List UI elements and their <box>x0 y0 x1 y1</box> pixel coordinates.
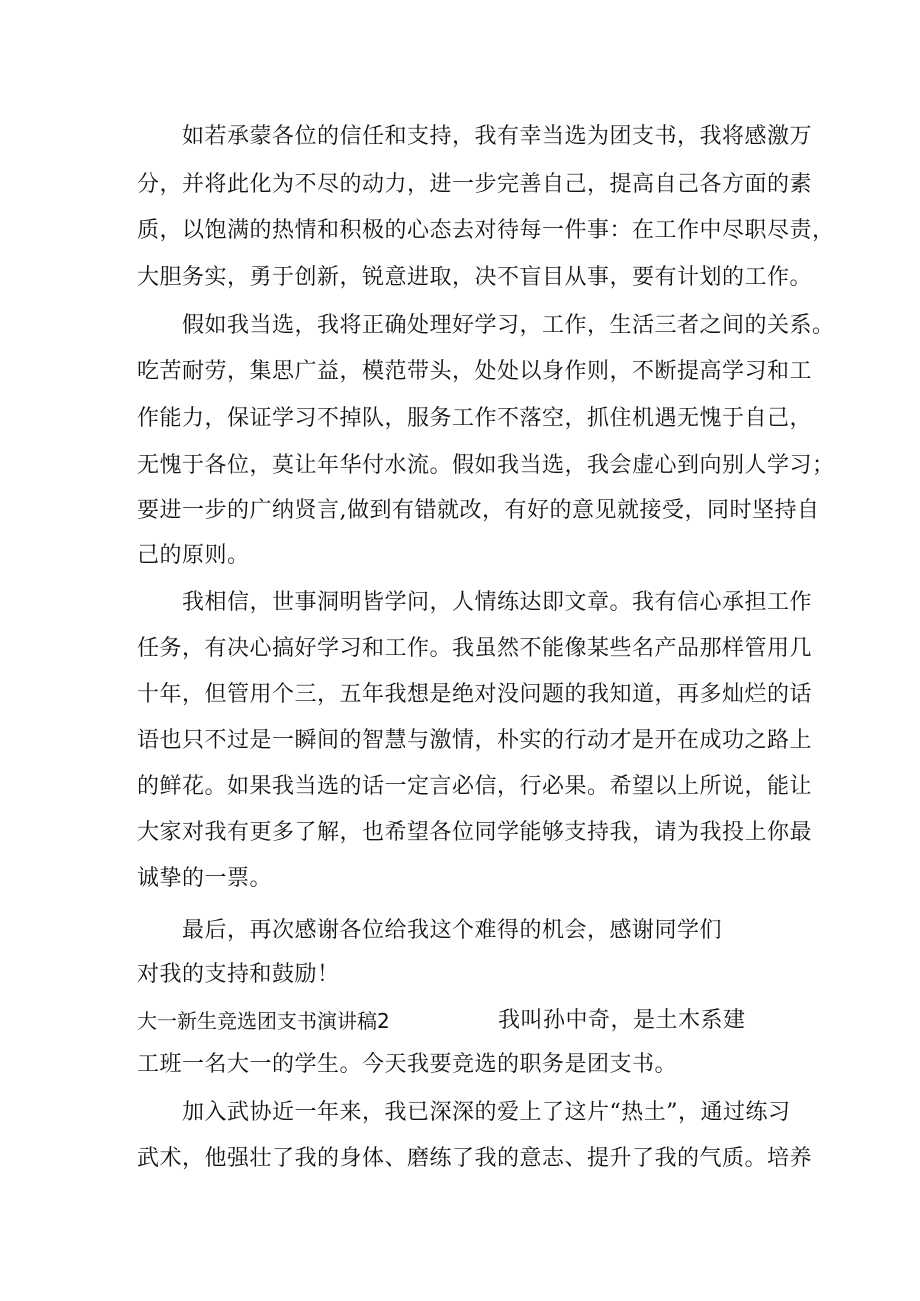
paragraph-3-line-5: 的鲜花。如果我当选的话一定言必信，行必果。希望以上所说，能让 <box>137 774 813 799</box>
paragraph-3-line-7: 诚挚的一票。 <box>137 866 273 891</box>
section-2-intro-line-2: 工班一名大一的学生。今天我要竞选的职务是团支书。 <box>137 1052 678 1077</box>
paragraph-4-line-1: 最后，再次感谢各位给我这个难得的机会，感谢同学们 <box>182 918 723 943</box>
paragraph-3-line-6: 大家对我有更多了解，也希望各位同学能够支持我，请为我投上你最 <box>137 820 813 845</box>
paragraph-1-line-4: 大胆务实，勇于创新，锐意进取，决不盲目从事，要有计划的工作。 <box>137 265 813 290</box>
paragraph-1-line-1: 如若承蒙各位的信任和支持，我有幸当选为团支书，我将感激万 <box>182 124 813 149</box>
paragraph-2-line-4: 无愧于各位，莫让年华付水流。假如我当选，我会虚心到向别人学习； <box>137 453 835 478</box>
section-2-title: 大一新生竞选团支书演讲稿2 <box>137 1009 390 1033</box>
paragraph-3-line-3: 十年，但管用个三，五年我想是绝对没问题的我知道，再多灿烂的话 <box>137 682 813 707</box>
paragraph-1-line-3: 质，以饱满的热情和积极的心态去对待每一件事：在工作中尽职尽责， <box>137 218 835 243</box>
paragraph-5-line-2: 武术，他强壮了我的身体、磨练了我的意志、提升了我的气质。培养 <box>137 1146 813 1171</box>
paragraph-4-line-2: 对我的支持和鼓励！ <box>137 962 340 987</box>
paragraph-3-line-2: 任务，有决心搞好学习和工作。我虽然不能像某些名产品那样管用几 <box>137 636 813 661</box>
paragraph-3-line-4: 语也只不过是一瞬间的智慧与激情，朴实的行动才是开在成功之路上 <box>137 728 813 753</box>
paragraph-2-line-5: 要进一步的广纳贤言,做到有错就改，有好的意见就接受，同时坚持自 <box>137 498 820 523</box>
section-2-intro-line-1: 我叫孙中奇，是土木系建 <box>498 1008 746 1033</box>
paragraph-2-line-1: 假如我当选，我将正确处理好学习，工作，生活三者之间的关系。 <box>182 313 835 338</box>
paragraph-5-line-1: 加入武协近一年来，我已深深的爱上了这片“热土”，通过练习 <box>182 1100 791 1125</box>
paragraph-2-line-3: 作能力，保证学习不掉队，服务工作不落空，抓住机遇无愧于自己， <box>137 406 813 431</box>
paragraph-2-line-6: 己的原则。 <box>137 543 250 568</box>
paragraph-2-line-2: 吃苦耐劳，集思广益，模范带头，处处以身作则，不断提高学习和工 <box>137 359 813 384</box>
paragraph-3-line-1: 我相信，世事洞明皆学问，人情练达即文章。我有信心承担工作 <box>182 590 813 615</box>
paragraph-1-line-2: 分，并将此化为不尽的动力，进一步完善自己，提高自己各方面的素 <box>137 172 813 197</box>
